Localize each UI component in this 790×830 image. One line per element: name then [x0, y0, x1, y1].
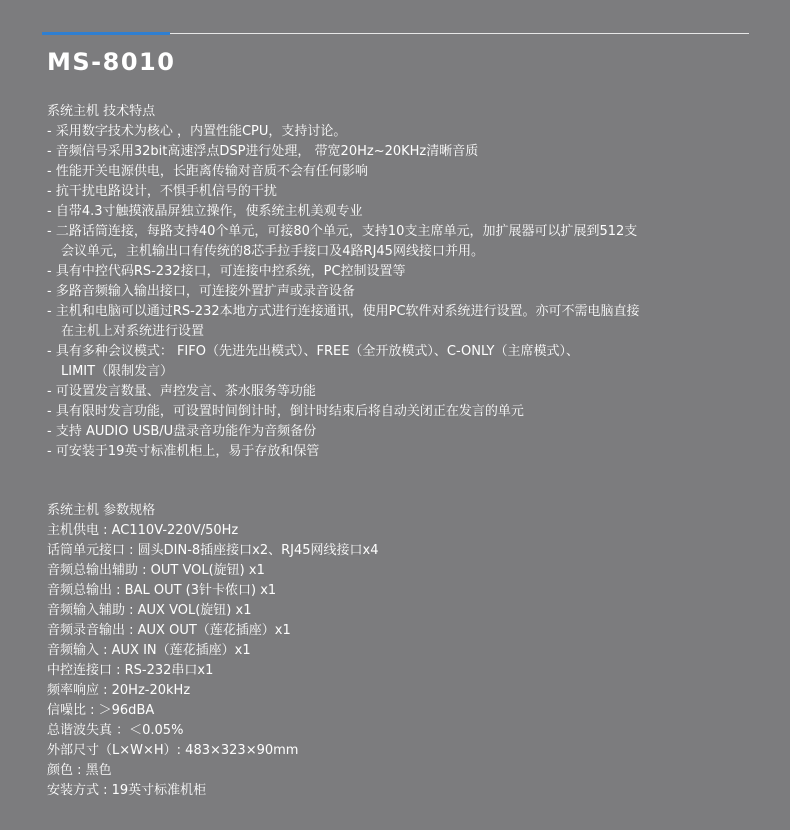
feature-item-continuation: LIMIT（限制发言）: [61, 364, 174, 379]
feature-item: - 可安装于19英寸标准机柜上，易于存放和保管: [47, 444, 320, 459]
spec-item: 颜色 : 黑色: [47, 763, 112, 778]
feature-item-continuation: 会议单元，主机输出口有传统的8芯手拉手接口及4路RJ45网线接口并用。: [61, 244, 484, 259]
spec-item: 信噪比 : ＞96dBA: [47, 703, 155, 718]
feature-item-continuation: 在主机上对系统进行设置: [61, 324, 205, 339]
spec-item: 音频输入 : AUX IN（莲花插座）x1: [47, 643, 251, 658]
feature-item: - 自带4.3寸触摸液晶屏独立操作，使系统主机美观专业: [47, 204, 363, 219]
features-heading: 系统主机 技术特点: [47, 104, 156, 119]
feature-item: - 主机和电脑可以通过RS-232本地方式进行连接通讯，使用PC软件对系统进行设置。亦可不需电脑直接: [47, 304, 640, 319]
feature-item: - 二路话筒连接，每路支持40个单元，可接80个单元，支持10支主席单元，加扩展器可以扩展到512支: [47, 224, 638, 239]
feature-item: - 具有限时发言功能，可设置时间倒计时，倒计时结束后将自动关闭正在发言的单元: [47, 404, 524, 419]
feature-item: - 音频信号采用32bit高速浮点DSP进行处理， 带宽20Hz~20KHz清晰音质: [47, 144, 479, 159]
spec-item: 中控连接口 : RS-232串口x1: [47, 663, 214, 678]
spec-item: 音频总输出 : BAL OUT (3针卡侬口) x1: [47, 583, 277, 598]
spec-item: 频率响应 : 20Hz-20kHz: [47, 683, 191, 698]
title-accent-bar: [42, 32, 170, 35]
spec-item: 安装方式 : 19英寸标准机柜: [47, 783, 207, 798]
spec-item: 总谐波失真 ：＜0.05%: [47, 723, 184, 738]
spec-item: 外部尺寸（L×W×H）: 483×323×90mm: [47, 743, 299, 758]
features-section: [47, 102, 747, 462]
feature-item: - 多路音频输入输出接口，可连接外置扩声或录音设备: [47, 284, 355, 299]
feature-item: - 采用数字技术为核心 ，内置性能CPU，支持讨论。: [47, 124, 347, 139]
spec-item: 音频录音输出 : AUX OUT（莲花插座）x1: [47, 623, 291, 638]
spec-item: 话筒单元接口 : 圆头DIN-8插座接口x2、RJ45网线接口x4: [47, 543, 379, 558]
specs-section: [47, 501, 747, 801]
feature-item: - 具有中控代码RS-232接口，可连接中控系统，PC控制设置等: [47, 264, 406, 279]
feature-item: - 支持 AUDIO USB/U盘录音功能作为音频备份: [47, 424, 317, 439]
specs-heading: 系统主机 参数规格: [47, 503, 156, 518]
spec-item: 音频输入辅助 : AUX VOL(旋钮) x1: [47, 603, 252, 618]
feature-item: - 抗干扰电路设计，不惧手机信号的干扰: [47, 184, 277, 199]
feature-item: - 性能开关电源供电，长距离传输对音质不会有任何影响: [47, 164, 368, 179]
feature-item: - 具有多种会议模式： FIFO（先进先出模式）、FREE（全开放模式）、C-ONLY（主席模式）、: [47, 344, 579, 359]
feature-item: - 可设置发言数量、声控发言、茶水服务等功能: [47, 384, 316, 399]
title-divider-line: [170, 33, 749, 34]
spec-item: 音频总输出辅助 : OUT VOL(旋钮) x1: [47, 563, 265, 578]
spec-item: 主机供电 : AC110V-220V/50Hz: [47, 523, 239, 538]
model-title: MS-8010: [47, 48, 176, 76]
